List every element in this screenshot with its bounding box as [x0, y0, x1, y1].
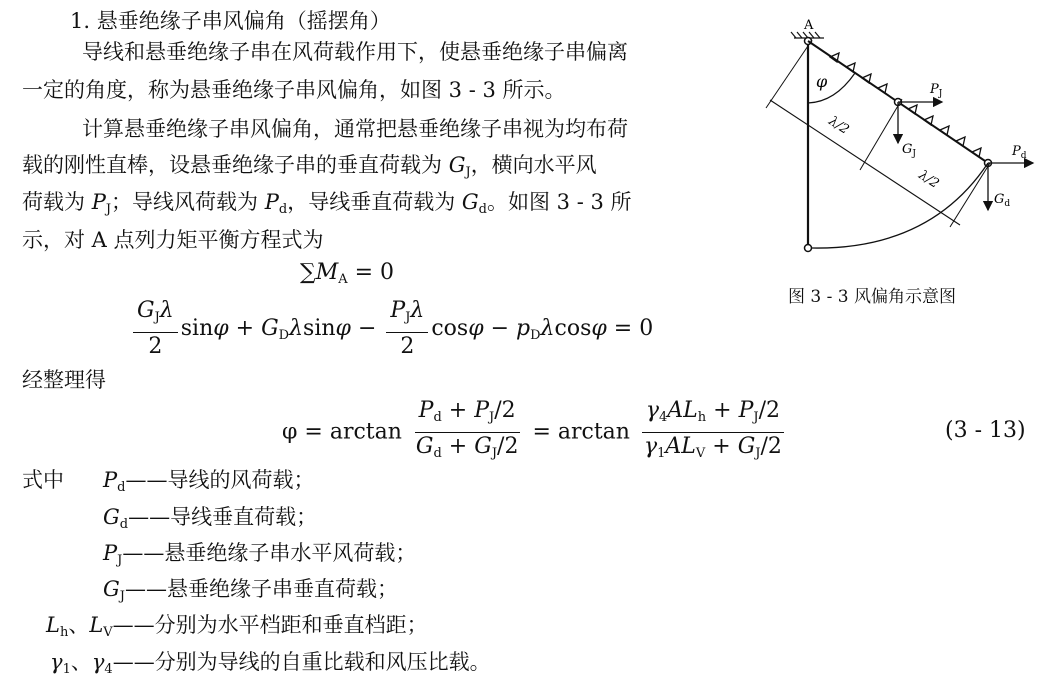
phi-label: φ: [816, 72, 828, 91]
paragraph2-line3: 荷载为 $P_J$；导线风荷载为 $P_d$，导线垂直荷载为 $G_d$。如图 3 - 3 所: [22, 190, 632, 217]
Gd-label: $G_d$: [994, 192, 1011, 209]
where-item-gamma: $\gamma_1$、$\gamma_4——$分别为导线的自重比载和风压比载。: [50, 650, 491, 677]
paragraph2-line2: 载的刚性直棒，设悬垂绝缘子串的垂直荷载为 $G_J$，横向水平风: [22, 153, 597, 180]
point-A-label: A: [804, 18, 814, 33]
paragraph2-line4: 示，对 A 点列力矩平衡方程式为: [22, 228, 324, 252]
paragraph2-line1: 计算悬垂绝缘子串风偏角，通常把悬垂绝缘子串视为均布荷: [82, 117, 628, 141]
PJ-label: $P_J$: [930, 82, 943, 99]
equation-number: (3 - 13): [945, 418, 1026, 443]
where-item-Pd: $P_d——$导线的风荷载；: [103, 468, 315, 495]
where-item-L: $L_h$、$L_V——$分别为水平档距和垂直档距；: [46, 613, 428, 640]
dimension-tick-3: [950, 163, 990, 227]
section-number: 1.: [70, 9, 91, 33]
equation-moment-expanded: $\frac{G_J\lambda}{2}$ $\sin\varphi + G_D\lambda\sin\varphi$ − $\frac{P_J\lambda}{2}$ $\cos\varphi - p_D\lambda\cos\varphi = 0$: [130, 298, 653, 360]
paragraph1-line1: 导线和悬垂绝缘子串在风荷载作用下，使悬垂绝缘子串偏离: [82, 40, 628, 64]
half-lambda-label-2: λ/2: [915, 167, 942, 192]
figure-wind-deflection: [750, 5, 1040, 280]
dimension-tick-2: [860, 99, 902, 170]
GJ-label: $G_J$: [902, 142, 916, 159]
equation-wind-deflection-angle: φ = arctan $\frac{P_d + P_J/2}{G_d + G_J/2}$ = arctan $\frac{\gamma_4AL_h + P_J/2}{\gamma_1AL_V + G_J/2}$: [282, 398, 789, 467]
where-label: 式中: [22, 468, 64, 492]
dimension-tick-1: [766, 40, 812, 108]
half-lambda-label-1: λ/2: [825, 113, 852, 138]
swing-arc: [812, 163, 988, 248]
where-item-Gd: $G_d——$导线垂直荷载；: [103, 505, 318, 532]
section-heading: [70, 5, 391, 35]
section-title: 悬垂绝缘子串风偏角（摇摆角）: [96, 9, 391, 33]
where-item-PJ: $P_J——$悬垂绝缘子串水平风荷载；: [103, 541, 417, 568]
Pd-label: $P_d$: [1012, 144, 1027, 161]
arranged-label: 经整理得: [22, 368, 106, 392]
equation-moment-sum: $\sum M_A = 0$: [300, 260, 395, 287]
paragraph1-line2: 一定的角度，称为悬垂绝缘子串风偏角，如图 3 - 3 所示。: [22, 78, 566, 102]
figure-caption: 图 3 - 3 风偏角示意图: [788, 287, 956, 307]
bottom-point: [805, 245, 812, 252]
where-item-GJ: $G_J——$悬垂绝缘子串垂直荷载；: [103, 577, 398, 604]
